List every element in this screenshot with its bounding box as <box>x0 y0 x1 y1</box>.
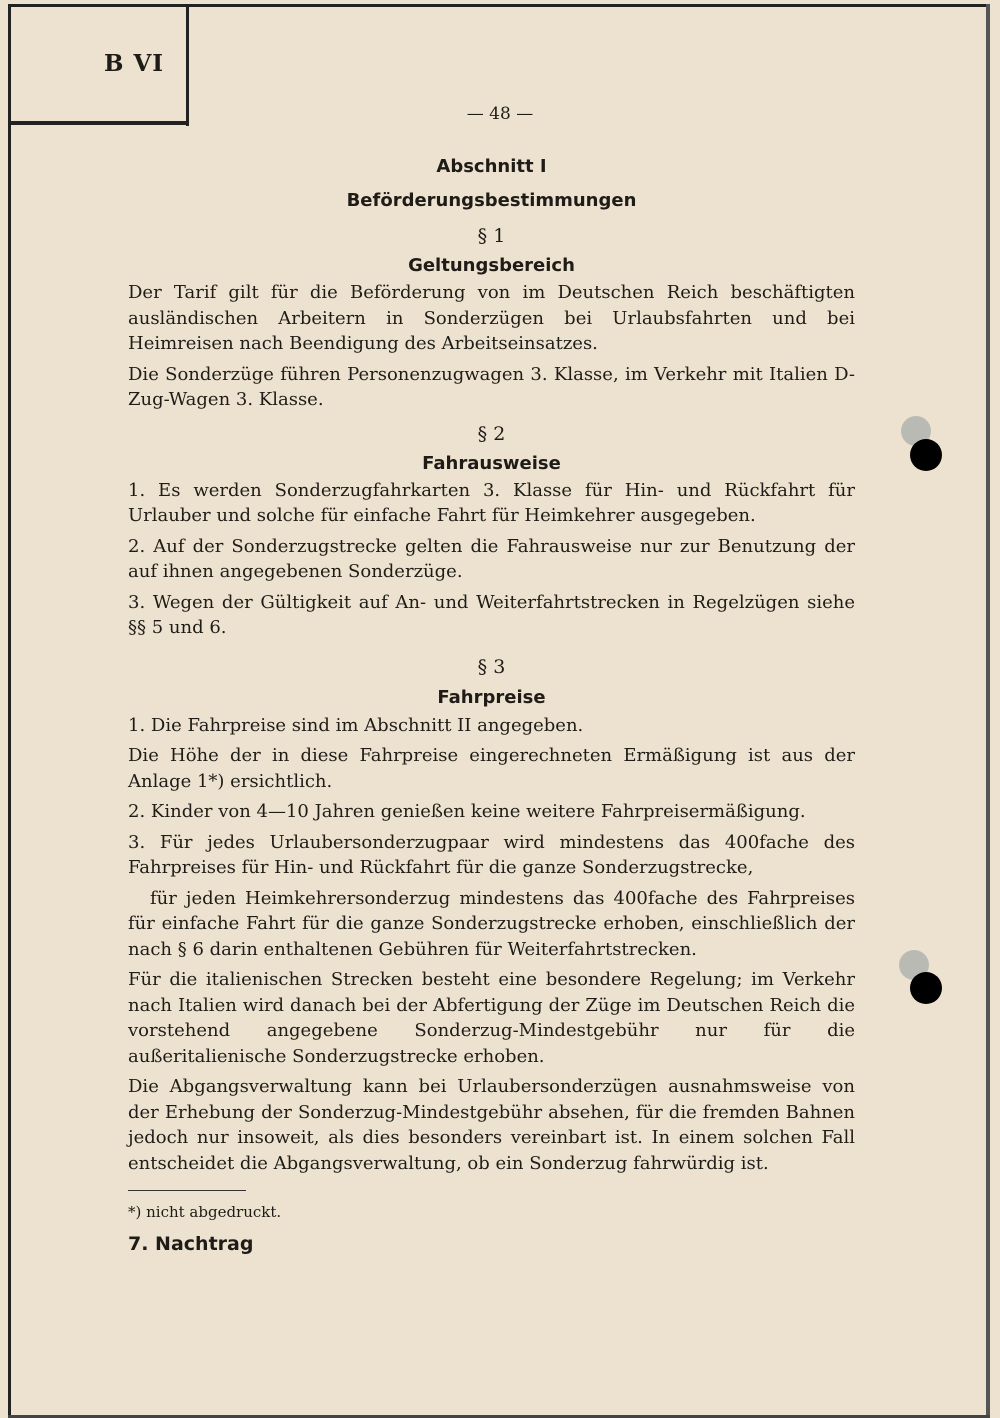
document-body <box>128 150 855 1255</box>
body-text: für jeden Heimkehrersonderzug mindestens das 400fache des Fahrpreises für einfache Fahrt für die ganze Sonderzugstrecke erhoben, einschließlich der nach § 6 darin enthaltenen Gebühren für Weiterfahrtstrecken. <box>128 887 855 960</box>
frame-line-top <box>8 4 986 7</box>
frame-line-right <box>986 4 990 1418</box>
page-number: — 48 — <box>466 104 534 124</box>
paragraph-heading: Fahrausweise <box>422 452 561 474</box>
body-text: Die Abgangsverwaltung kann bei Urlaubersonderzügen ausnahmsweise von der Erhebung der Sonderzug-Mindestgebühr absehen, für die fremden Bahnen jedoch nur insoweit, als dies besonders vereinbart ist. In einem solchen Fall entscheidet die Abgangsverwaltung, ob ein Sonderzug fahrwürdig ist. <box>128 1076 855 1174</box>
footnote-divider <box>128 1190 246 1191</box>
paragraph-sign: § 1 <box>477 225 506 247</box>
section-heading: Abschnitt I <box>436 156 547 177</box>
body-text: 2. Auf der Sonderzugstrecke gelten die Fahrausweise nur zur Benutzung der auf ihnen angegebenen Sonderzüge. <box>128 535 855 582</box>
footnote: *) nicht abgedruckt. <box>128 1203 282 1221</box>
body-text: Für die italienischen Strecken besteht eine besondere Regelung; im Verkehr nach Italien wird danach bei der Abfertigung der Züge im Deutschen Reich die vorstehend angegebene Sonderzug-Mindestgebühr nur für die außeritalienische Sonderzugstrecke erhoben. <box>128 969 855 1067</box>
frame-line-left <box>8 4 11 1418</box>
body-text: Der Tarif gilt für die Beförderung von im Deutschen Reich beschäftigten ausländischen Arbeitern in Sonderzügen bei Urlaubsfahrten und bei Heimreisen nach Beendigung des Arbeitseinsatzes. <box>128 282 855 354</box>
body-text: 1. Es werden Sonderzugfahrkarten 3. Klasse für Hin- und Rückfahrt für Urlauber und solche für einfache Fahrt für Heimkehrer ausgegeben. <box>128 479 855 526</box>
body-text: 3. Wegen der Gültigkeit auf An- und Weiterfahrtstrecken in Regelzügen siehe §§ 5 und 6. <box>128 591 855 638</box>
supplement-label: 7. Nachtrag <box>128 1233 254 1255</box>
body-text: Die Sonderzüge führen Personenzugwagen 3. Klasse, im Verkehr mit Italien D-Zug-Wagen 3. Klasse. <box>128 363 855 410</box>
punch-hole <box>910 439 942 471</box>
body-text: 3. Für jedes Urlaubersonderzugpaar wird mindestens das 400fache des Fahrpreises für Hin- und Rückfahrt für die ganze Sonderzugstrecke, <box>128 831 855 878</box>
paragraph-heading: Geltungsbereich <box>408 255 575 276</box>
body-text: 2. Kinder von 4—10 Jahren genießen keine weitere Fahrpreisermäßigung. <box>128 801 806 822</box>
section-tag: B VI <box>104 50 165 77</box>
body-text: 1. Die Fahrpreise sind im Abschnitt II angegeben. <box>128 714 584 736</box>
paragraph-sign: § 2 <box>477 422 506 445</box>
paragraph-heading: Fahrpreise <box>437 686 546 708</box>
punch-hole <box>910 972 942 1004</box>
body-text: Die Höhe der in diese Fahrpreise eingerechneten Ermäßigung ist aus der Anlage 1*) ersichtlich. <box>128 745 855 792</box>
paragraph-sign: § 3 <box>477 655 506 678</box>
document-title: Beförderungsbestimmungen <box>346 190 637 211</box>
